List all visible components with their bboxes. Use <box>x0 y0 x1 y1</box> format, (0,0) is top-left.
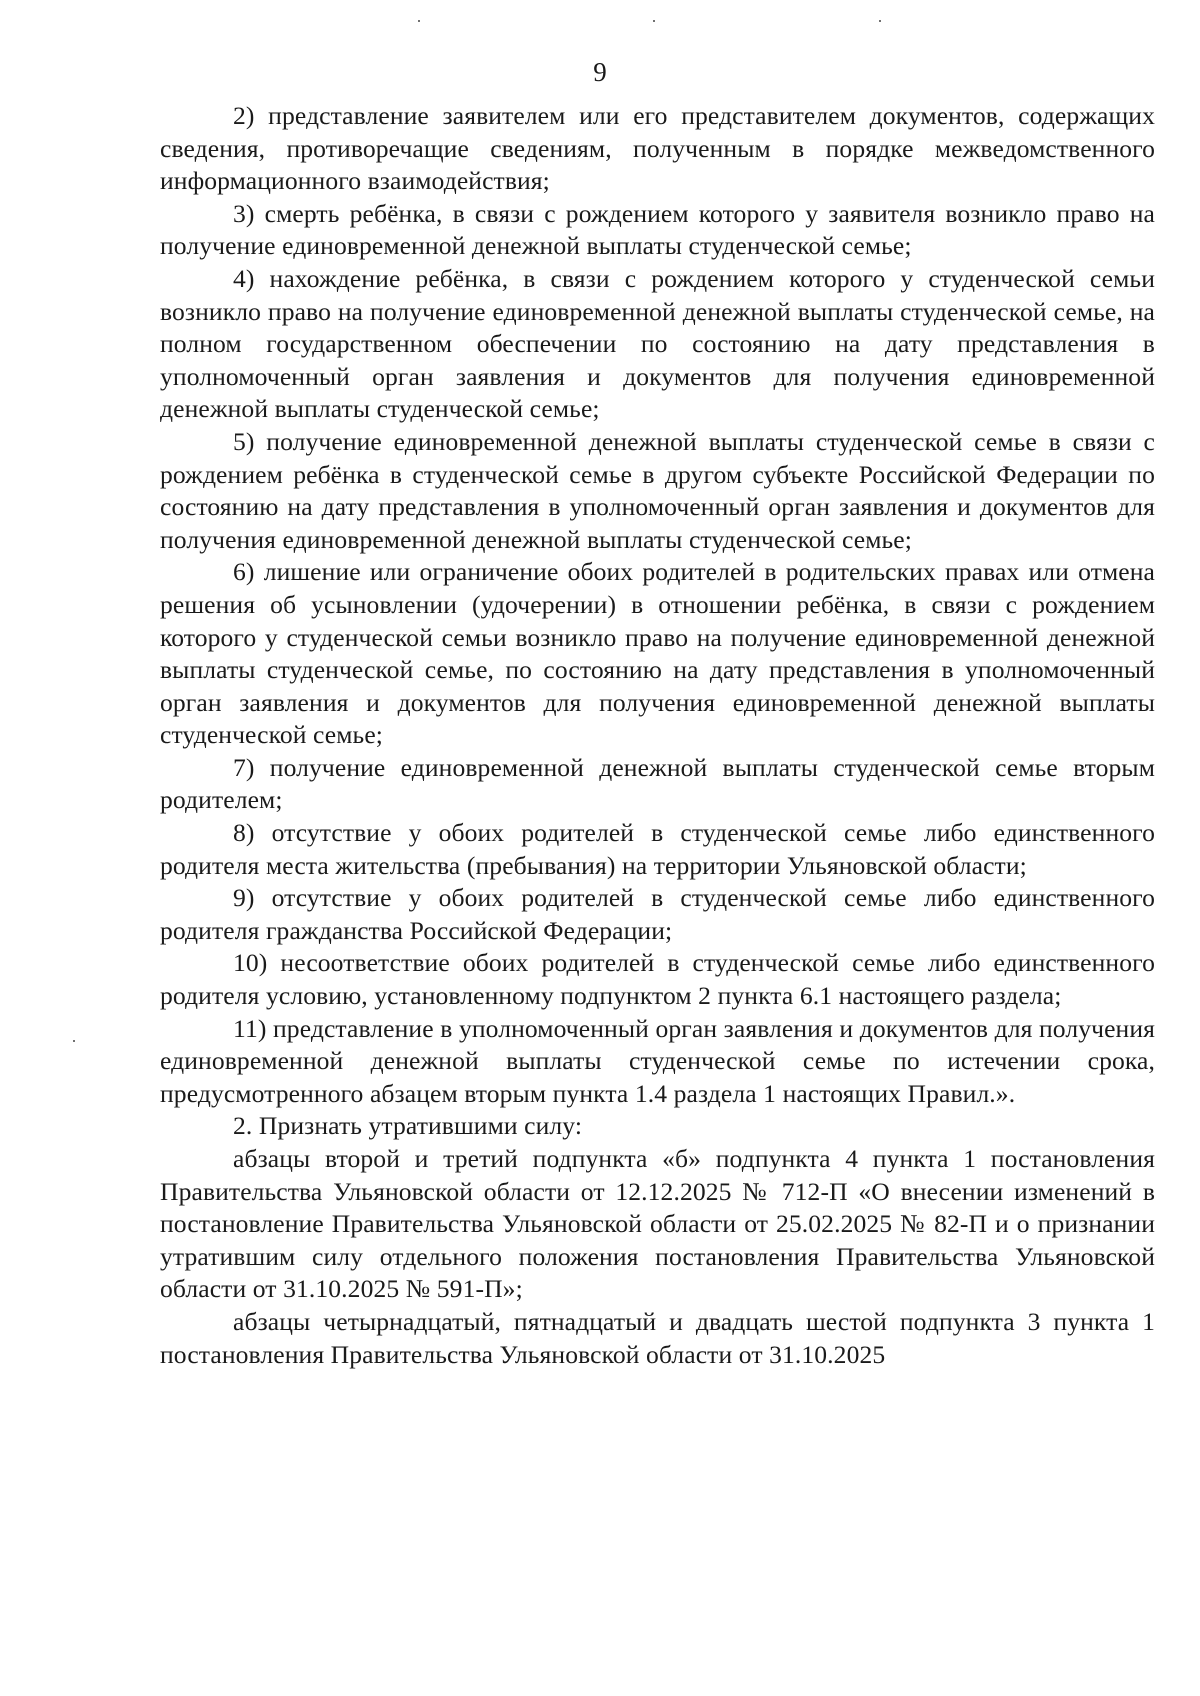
paragraph-item-7: 7) получение единовременной денежной выплаты студенческой семье вторым родителем; <box>160 752 1155 815</box>
scan-speck <box>73 1040 75 1042</box>
paragraph-repeal-1: абзацы второй и третий подпункта «б» подпункта 4 пункта 1 постановления Правительства Ульяновской области от 12.12.2025 № 712-П «О внесении изменений в постановление Правительства Ульяновской области от 25.02.2025 № 82-П и о признании утратившим силу отдельного положения постановления Правительства Ульяновской области от 31.10.2025 № 591-П»; <box>160 1144 1155 1304</box>
paragraph-item-8: 8) отсутствие у обоих родителей в студенческой семье либо единственного родителя места жительства (пребывания) на территории Ульяновской области; <box>160 818 1155 880</box>
paragraph-item-4: 4) нахождение ребёнка, в связи с рождением которого у студенческой семьи возникло право на получение единовременной денежной выплаты студенческой семье, на полном государственном обеспечении по состоянию на дату представления в уполномоченный орган заявления и документов для получения единовременной денежной выплаты студенческой семье; <box>160 263 1155 424</box>
paragraph-item-2: 2) представление заявителем или его представителем документов, содержащих сведения, противоречащие сведениям, полученным в порядке межведомственного информационного взаимодействия; <box>160 101 1155 196</box>
paragraph-item-11: 11) представление в уполномоченный орган заявления и документов для получения единовременной денежной выплаты студенческой семье по истечении срока, предусмотренного абзацем вторым пункта 1.4 раздела 1 настоящих Правил.». <box>160 1013 1155 1108</box>
paragraph-item-5: 5) получение единовременной денежной выплаты студенческой семье в связи с рождением ребёнка в студенческой семье в другом субъекте Российской Федерации по состоянию на дату представления в уполномоченный орган заявления и документов для получения единовременной денежной выплаты студенческой семье; <box>160 426 1155 554</box>
paragraph-item-10: 10) несоответствие обоих родителей в студенческой семье либо единственного родителя условию, установленному подпунктом 2 пункта 6.1 настоящего раздела; <box>160 948 1155 1011</box>
page-number: 9 <box>593 57 607 87</box>
scan-speck <box>879 20 881 22</box>
paragraph-item-3: 3) смерть ребёнка, в связи с рождением которого у заявителя возникло право на получение единовременной денежной выплаты студенческой семье; <box>160 198 1155 261</box>
scan-speck <box>418 20 420 22</box>
paragraph-item-9: 9) отсутствие у обоих родителей в студенческой семье либо единственного родителя гражданства Российской Федерации; <box>160 883 1155 945</box>
paragraph-repeal-2: абзацы четырнадцатый, пятнадцатый и двадцать шестой подпункта 3 пункта 1 постановления Правительства Ульяновской области от 31.10.2025 <box>160 1306 1155 1369</box>
paragraph-item-6: 6) лишение или ограничение обоих родителей в родительских правах или отмена решения об усыновлении (удочерении) в отношении ребёнка, в связи с рождением которого у студенческой семьи возникло право на получение единовременной денежной выплаты студенческой семье, по состоянию на дату представления в уполномоченный орган заявления и документов для получения единовременной денежной выплаты студенческой семье; <box>160 557 1155 750</box>
scan-speck <box>653 20 655 22</box>
document-body <box>160 100 1155 1371</box>
paragraph-section-2: 2. Признать утратившими силу: <box>233 1111 583 1141</box>
